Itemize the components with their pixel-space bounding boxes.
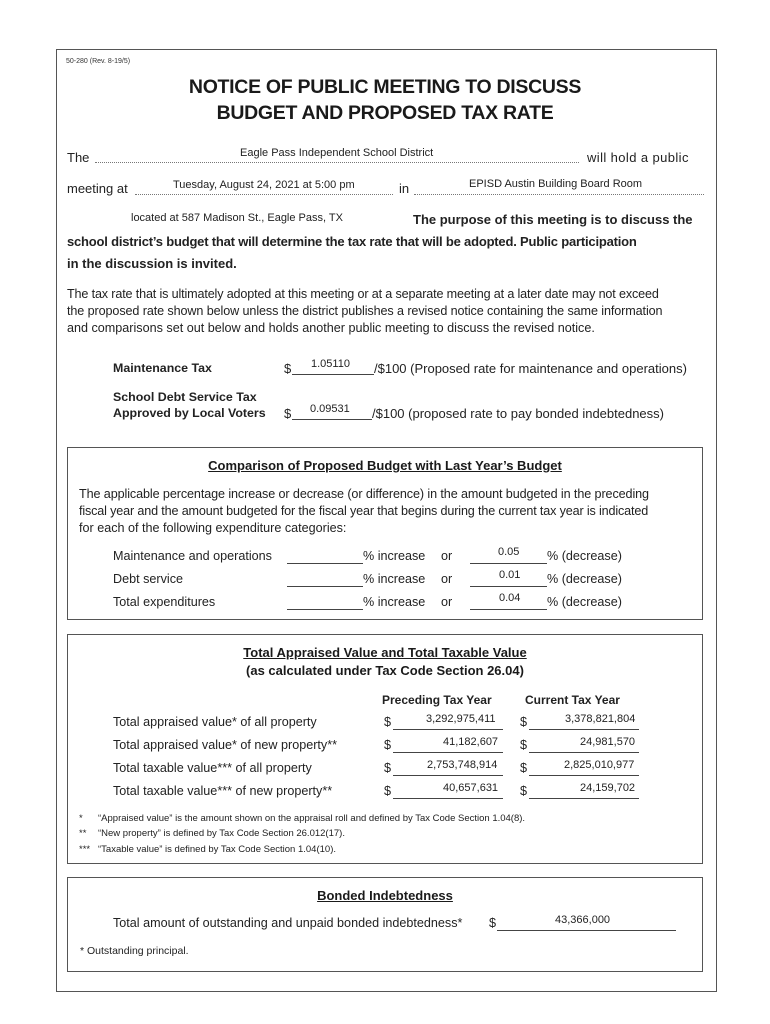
will-hold-label: will hold a public	[587, 150, 689, 165]
form-number: 50-280 (Rev. 8-19/5)	[66, 58, 131, 65]
increase-field[interactable]	[287, 572, 363, 587]
appraised-row-label: Total appraised value* of all property	[113, 715, 317, 729]
page-title-line1: NOTICE OF PUBLIC MEETING TO DISCUSS	[188, 76, 582, 98]
bonded-heading: Bonded Indebtedness	[317, 888, 453, 903]
preceding-year-header: Preceding Tax Year	[382, 693, 492, 707]
increase-label: % increase	[363, 595, 426, 609]
comparison-desc-1: The applicable percentage increase or decrease (or difference) in the amount budgeted in the preceding	[79, 487, 649, 501]
paragraph-line-2: the proposed rate shown below unless the district publishes a revised notice containing the same information	[67, 304, 663, 318]
maintenance-dollar-sign: $	[284, 361, 292, 376]
decrease-field[interactable]: 0.01	[499, 569, 521, 581]
the-label: The	[67, 150, 90, 165]
in-label: in	[399, 181, 410, 196]
paragraph-line-3: and comparisons set out below and holds another public meeting to discuss the revised notice.	[67, 321, 595, 335]
preceding-value-field[interactable]: 3,292,975,411	[426, 713, 496, 725]
comparison-heading: Comparison of Proposed Budget with Last Year’s Budget	[208, 458, 562, 473]
dollar-sign: $	[520, 761, 528, 775]
paragraph-line-1: The tax rate that is ultimately adopted at this meeting or at a separate meeting at a later date may not exceed	[67, 287, 659, 301]
debt-rate-field[interactable]: 0.09531	[310, 403, 350, 415]
comparison-row-label: Debt service	[113, 572, 183, 586]
debt-tax-label-2: Approved by Local Voters	[113, 406, 266, 420]
dollar-sign: $	[520, 715, 528, 729]
dollar-sign: $	[384, 715, 392, 729]
bonded-footnote: * Outstanding principal.	[80, 945, 189, 957]
or-label: or	[441, 549, 453, 563]
current-year-header: Current Tax Year	[525, 693, 620, 707]
purpose-line-3: in the discussion is invited.	[67, 256, 237, 271]
footnote-text: “New property” is defined by Tax Code Section 26.012(17).	[98, 828, 345, 839]
footnote-mark: **	[79, 828, 87, 839]
current-value-field[interactable]: 24,981,570	[580, 736, 636, 748]
comparison-row-label: Total expenditures	[113, 595, 216, 609]
bonded-label: Total amount of outstanding and unpaid bonded indebtedness*	[113, 916, 463, 930]
footnote-text: “Appraised value” is the amount shown on the appraisal roll and defined by Tax Code Section 1.04(8).	[98, 813, 526, 824]
current-value-field[interactable]: 3,378,821,804	[565, 713, 636, 725]
location-field[interactable]: located at 587 Madison St., Eagle Pass, TX	[131, 212, 343, 224]
preceding-value-field[interactable]: 41,182,607	[443, 736, 499, 748]
debt-tax-label-1: School Debt Service Tax	[113, 390, 257, 404]
appraised-heading-2: (as calculated under Tax Code Section 26.04)	[246, 663, 524, 678]
increase-label: % increase	[363, 549, 426, 563]
decrease-label: % (decrease)	[547, 595, 622, 609]
increase-field[interactable]	[287, 595, 363, 610]
meeting-datetime-field[interactable]: Tuesday, August 24, 2021 at 5:00 pm	[173, 179, 355, 191]
appraised-row-label: Total taxable value*** of new property**	[113, 784, 333, 798]
maintenance-rate-suffix: /$100 (Proposed rate for maintenance and operations)	[374, 361, 687, 376]
appraised-row-label: Total appraised value* of new property**	[113, 738, 338, 752]
page-title-line2: BUDGET AND PROPOSED TAX RATE	[216, 102, 554, 124]
decrease-label: % (decrease)	[547, 549, 622, 563]
bonded-dollar-sign: $	[489, 916, 497, 930]
debt-rate-suffix: /$100 (proposed rate to pay bonded indebtedness)	[372, 406, 664, 421]
dollar-sign: $	[384, 784, 392, 798]
footnote-mark: ***	[79, 844, 91, 855]
debt-dollar-sign: $	[284, 406, 292, 421]
meeting-at-label: meeting at	[67, 181, 128, 196]
appraised-row-label: Total taxable value*** of all property	[113, 761, 312, 775]
footnote-text: “Taxable value” is defined by Tax Code Section 1.04(10).	[98, 844, 336, 855]
dollar-sign: $	[384, 761, 392, 775]
purpose-line-1: The purpose of this meeting is to discuss the	[413, 212, 693, 227]
comparison-desc-2: fiscal year and the amount budgeted for the fiscal year that begins during the current tax year is indicated	[79, 504, 649, 518]
current-value-field[interactable]: 2,825,010,977	[564, 759, 635, 771]
bonded-value-field[interactable]: 43,366,000	[555, 914, 611, 926]
decrease-label: % (decrease)	[547, 572, 622, 586]
dollar-sign: $	[520, 738, 528, 752]
dollar-sign: $	[520, 784, 528, 798]
meeting-place-field[interactable]: EPISD Austin Building Board Room	[469, 178, 643, 190]
appraised-heading-1: Total Appraised Value and Total Taxable Value	[243, 645, 527, 660]
dollar-sign: $	[384, 738, 392, 752]
increase-label: % increase	[363, 572, 426, 586]
decrease-field[interactable]: 0.04	[499, 592, 521, 604]
or-label: or	[441, 595, 453, 609]
increase-field[interactable]	[287, 549, 363, 564]
comparison-row-label: Maintenance and operations	[113, 549, 272, 563]
footnote-mark: *	[79, 813, 83, 824]
decrease-field[interactable]: 0.05	[498, 546, 520, 558]
current-value-field[interactable]: 24,159,702	[580, 782, 636, 794]
preceding-value-field[interactable]: 2,753,748,914	[427, 759, 498, 771]
district-name-field[interactable]: Eagle Pass Independent School District	[240, 147, 434, 159]
maintenance-tax-label: Maintenance Tax	[113, 361, 212, 375]
purpose-line-2: school district’s budget that will determine the tax rate that will be adopted. Public participation	[67, 234, 637, 249]
comparison-desc-3: for each of the following expenditure categories:	[79, 521, 347, 535]
or-label: or	[441, 572, 453, 586]
preceding-value-field[interactable]: 40,657,631	[443, 782, 499, 794]
maintenance-rate-field[interactable]: 1.05110	[311, 358, 350, 370]
